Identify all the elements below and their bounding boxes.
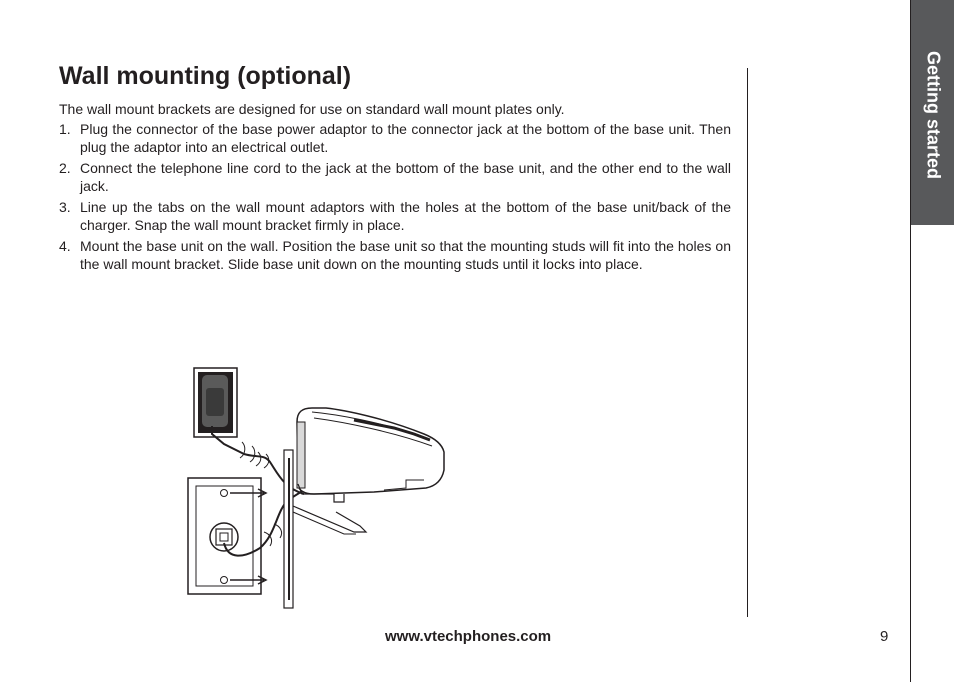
page-number: 9 [880, 628, 889, 645]
step-text: Plug the connector of the base power adaptor to the connector jack at the bottom of the base unit. Then plug the adaptor into an electrical outlet. [80, 121, 731, 155]
instruction-step-1 [59, 120, 731, 156]
wall-mount-illustration [184, 362, 449, 612]
step-number: 3. [59, 199, 71, 215]
instruction-step-2 [59, 159, 731, 195]
column-divider [747, 68, 748, 617]
step-number: 4. [59, 238, 71, 254]
base-unit-icon [297, 408, 444, 502]
step-text: Line up the tabs on the wall mount adaptors with the holes at the bottom of the base unit/back of the charger. Snap the wall mount bracket firmly in place. [80, 199, 731, 233]
page-title: Wall mounting (optional) [59, 62, 352, 90]
power-outlet-icon [194, 368, 244, 454]
wall-jack-plate-icon [188, 478, 266, 594]
instruction-list [59, 120, 731, 276]
step-number: 1. [59, 121, 71, 137]
section-tab [911, 0, 954, 225]
step-text: Connect the telephone line cord to the jack at the bottom of the base unit, and the other end to the wall jack. [80, 160, 731, 194]
step-text: Mount the base unit on the wall. Position the base unit so that the mounting studs will fit into the holes on the wall mount bracket. Slide base unit down on the mounting studs until it locks into place. [80, 238, 731, 272]
step-number: 2. [59, 160, 71, 176]
instruction-step-4 [59, 237, 731, 273]
instruction-step-3 [59, 198, 731, 234]
intro-text: The wall mount brackets are designed for use on standard wall mount plates only. [59, 101, 565, 117]
footer-url: www.vtechphones.com [385, 628, 552, 645]
section-tab-label: Getting started [923, 50, 943, 180]
